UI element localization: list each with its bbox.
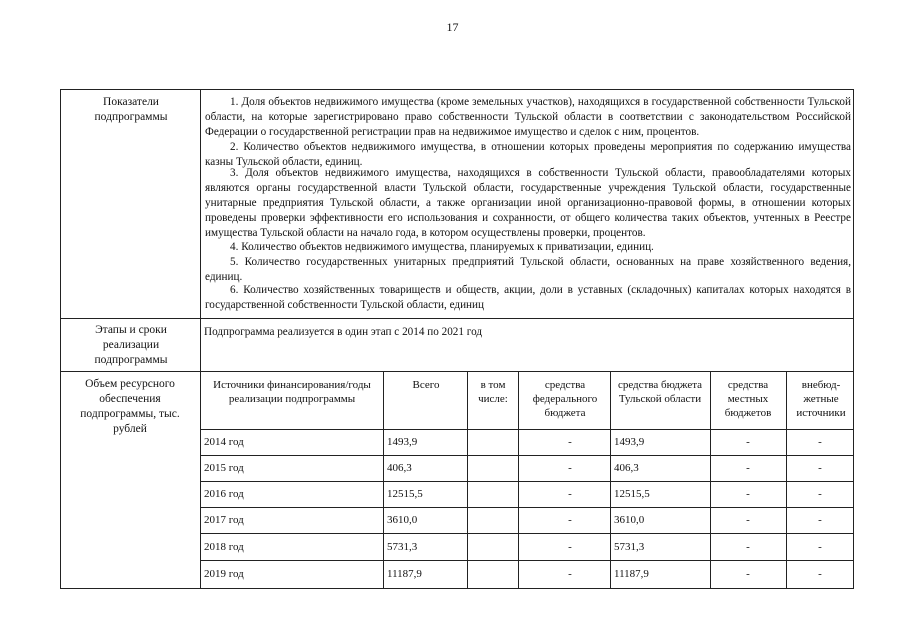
row-federal: -: [568, 436, 572, 448]
header-local: средства местных бюджетов: [724, 379, 772, 419]
row-regional: 3610,0: [614, 514, 645, 526]
row-federal: -: [568, 462, 572, 474]
row-regional: 11187,9: [614, 568, 649, 580]
indicator-item-5: 5. Количество государственных унитарных предприятий Тульской области, основанных на праве хозяйственного ведения, единиц.: [205, 256, 851, 283]
row-local: -: [746, 462, 750, 474]
row-divider: [60, 318, 854, 319]
row-total: 12515,5: [387, 488, 423, 500]
row-local: -: [746, 568, 750, 580]
row-external: -: [818, 568, 822, 580]
page-number: 17: [446, 20, 459, 34]
subtable-col-divider: [518, 371, 519, 589]
row-external: -: [818, 514, 822, 526]
row-total: 5731,3: [387, 541, 418, 553]
row-year: 2019 год: [204, 568, 244, 580]
row-external: -: [818, 488, 822, 500]
subtable-row-divider: [200, 560, 854, 561]
row-year: 2015 год: [204, 462, 244, 474]
stages-text: Подпрограмма реализуется в один этап с 2014 по 2021 год: [204, 326, 483, 338]
indicator-item-2: 2. Количество объектов недвижимого имущества, в отношении которых проведены мероприятия по содержанию имущества казны Тульской области, единиц.: [205, 141, 851, 168]
row-divider: [60, 371, 854, 372]
indicator-item-4: 4. Количество объектов недвижимого имущества, планируемых к приватизации, единиц.: [230, 241, 654, 253]
row-federal: -: [568, 488, 572, 500]
subtable-col-divider: [467, 371, 468, 589]
subtable-row-divider: [200, 429, 854, 430]
row-total: 1493,9: [387, 436, 418, 448]
row-year: 2014 год: [204, 436, 244, 448]
header-federal: средства федерального бюджета: [532, 379, 598, 419]
row-regional: 5731,3: [614, 541, 645, 553]
row-federal: -: [568, 541, 572, 553]
row-federal: -: [568, 514, 572, 526]
row-local: -: [746, 514, 750, 526]
header-incl: в том числе:: [478, 379, 508, 405]
row-year: 2017 год: [204, 514, 244, 526]
stages-label: Этапы и сроки реализации подпрограммы: [94, 324, 168, 366]
row-local: -: [746, 436, 750, 448]
row-regional: 12515,5: [614, 488, 650, 500]
subtable-row-divider: [200, 533, 854, 534]
header-source: Источники финансирования/годы реализации подпрограммы: [213, 379, 371, 405]
row-local: -: [746, 541, 750, 553]
subtable-col-divider: [710, 371, 711, 589]
row-regional: 1493,9: [614, 436, 645, 448]
indicators-label: Показатели подпрограммы: [94, 96, 168, 123]
indicator-item-1: 1. Доля объектов недвижимого имущества (кроме земельных участков), находящихся в государственной собственности Тульской области, на которые зарегистрировано право собственности Тульской области в соответствии с законодательством Российской Федерации о государственной регистрации прав на недвижимое имущество и сделок с ним, процентов.: [205, 96, 851, 138]
row-external: -: [818, 462, 822, 474]
indicator-item-3: 3. Доля объектов недвижимого имущества, находящихся в собственности Тульской области, правообладателями которых являются органы государственной власти Тульской области, государственные учреждения Тульской области, государственные унитарные предприятия Тульской области, а также организации иной организационно-правовой формы, в отношении которых проведены проверки эффективности его использования и сохранности, от общего количества таких объектов, учтенных в Реестре имущества Тульской области на начало года, в котором осуществлены проверки, процентов.: [205, 167, 851, 239]
header-external: внебюд-жетные источники: [796, 379, 846, 419]
row-external: -: [818, 436, 822, 448]
row-regional: 406,3: [614, 462, 639, 474]
row-year: 2016 год: [204, 488, 244, 500]
subtable-col-divider: [786, 371, 787, 589]
row-total: 3610,0: [387, 514, 418, 526]
subtable-row-divider: [200, 507, 854, 508]
row-federal: -: [568, 568, 572, 580]
row-external: -: [818, 541, 822, 553]
row-local: -: [746, 488, 750, 500]
row-year: 2018 год: [204, 541, 244, 553]
header-total: Всего: [412, 379, 440, 391]
row-total: 406,3: [387, 462, 412, 474]
resources-label: Объем ресурсного обеспечения подпрограммы, тыс. рублей: [80, 378, 180, 435]
indicator-item-6: 6. Количество хозяйственных товариществ и обществ, акции, доли в уставных (складочных) капиталах которых находятся в государственной собственности Тульской области, единиц: [205, 284, 851, 311]
header-regional: средства бюджета Тульской области: [617, 379, 703, 405]
subtable-col-divider: [610, 371, 611, 589]
column-divider: [200, 89, 201, 589]
subtable-row-divider: [200, 481, 854, 482]
subtable-row-divider: [200, 455, 854, 456]
subtable-col-divider: [383, 371, 384, 589]
row-total: 11187,9: [387, 568, 422, 580]
